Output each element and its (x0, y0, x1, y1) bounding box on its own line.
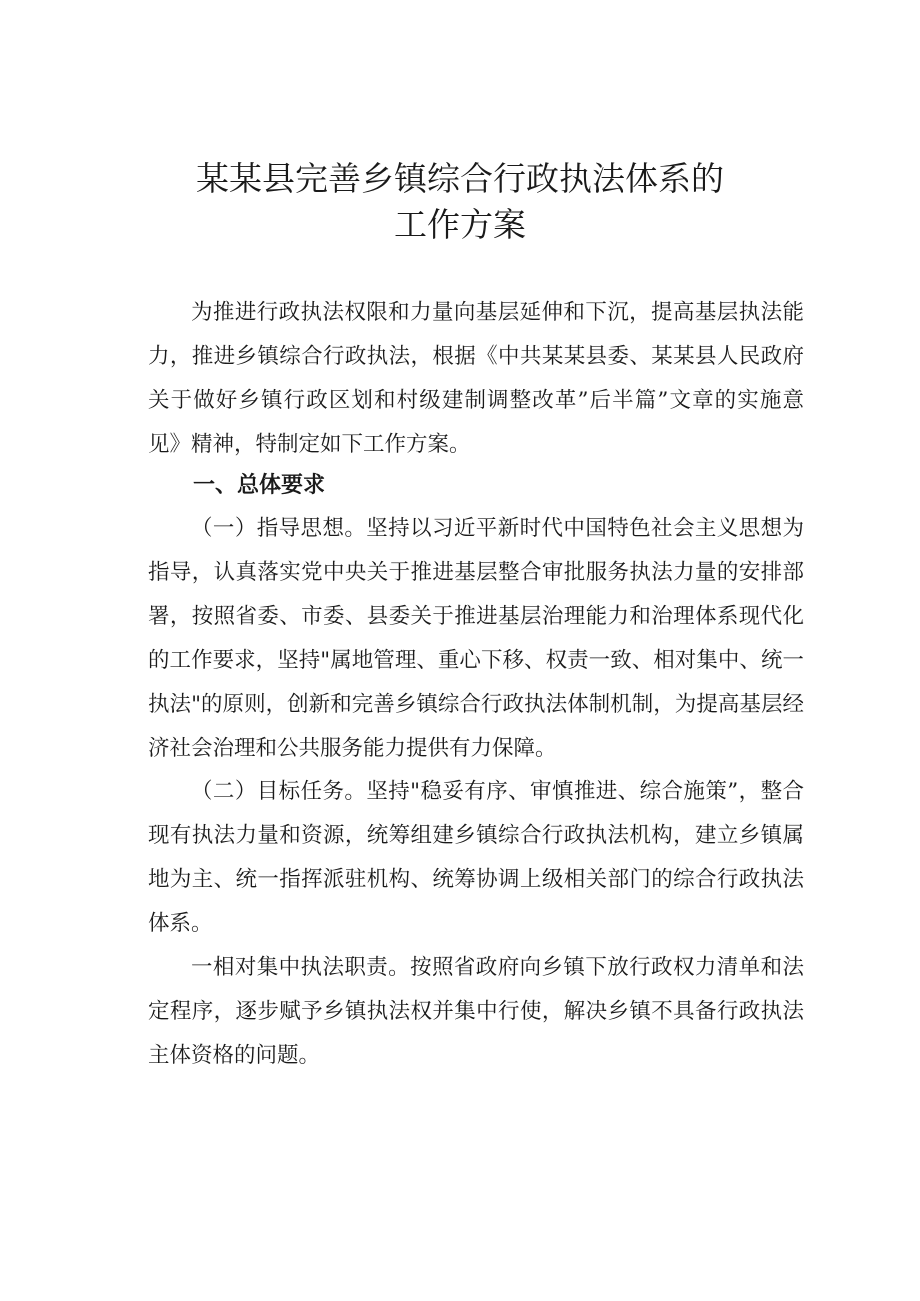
intro-paragraph: 为推进行政执法权限和力量向基层延伸和下沉，提高基层执法能力，推进乡镇综合行政执法，根据《中共某某县委、某某县人民政府关于做好乡镇行政区划和村级建制调整改革”后半篇”文章的实施意见》精神，特制定如下工作方案。 (148, 300, 804, 457)
paragraph-concentrated-enforcement: 一相对集中执法职责。按照省政府向乡镇下放行政权力清单和法定程序，逐步赋予乡镇执法权并集中行使，解决乡镇不具备行政执法主体资格的问题。 (148, 955, 804, 1068)
document-title-line-1: 某某县完善乡镇综合行政执法体系的 (196, 159, 724, 198)
paragraph-goals-tasks: （二）目标任务。坚持"稳妥有序、审慎推进、综合施策”，整合现有执法力量和资源，统筹组建乡镇综合行政执法机构，建立乡镇属地为主、统一指挥派驻机构、统筹协调上级相关部门的综合行政执法体系。 (148, 779, 804, 936)
document-title-line-2: 工作方案 (394, 205, 526, 244)
paragraph-guiding-ideology: （一）指导思想。坚持以习近平新时代中国特色社会主义思想为指导，认真落实党中央关于推进基层整合审批服务执法力量的安排部署，按照省委、市委、县委关于推进基层治理能力和治理体系现代化的工作要求，坚持"属地管理、重心下移、权责一致、相对集中、统一执法"的原则，创新和完善乡镇综合行政执法体制机制，为提高基层经济社会治理和公共服务能力提供有力保障。 (148, 516, 804, 761)
section-heading-general-requirements: 一、总体要求 (193, 473, 326, 498)
